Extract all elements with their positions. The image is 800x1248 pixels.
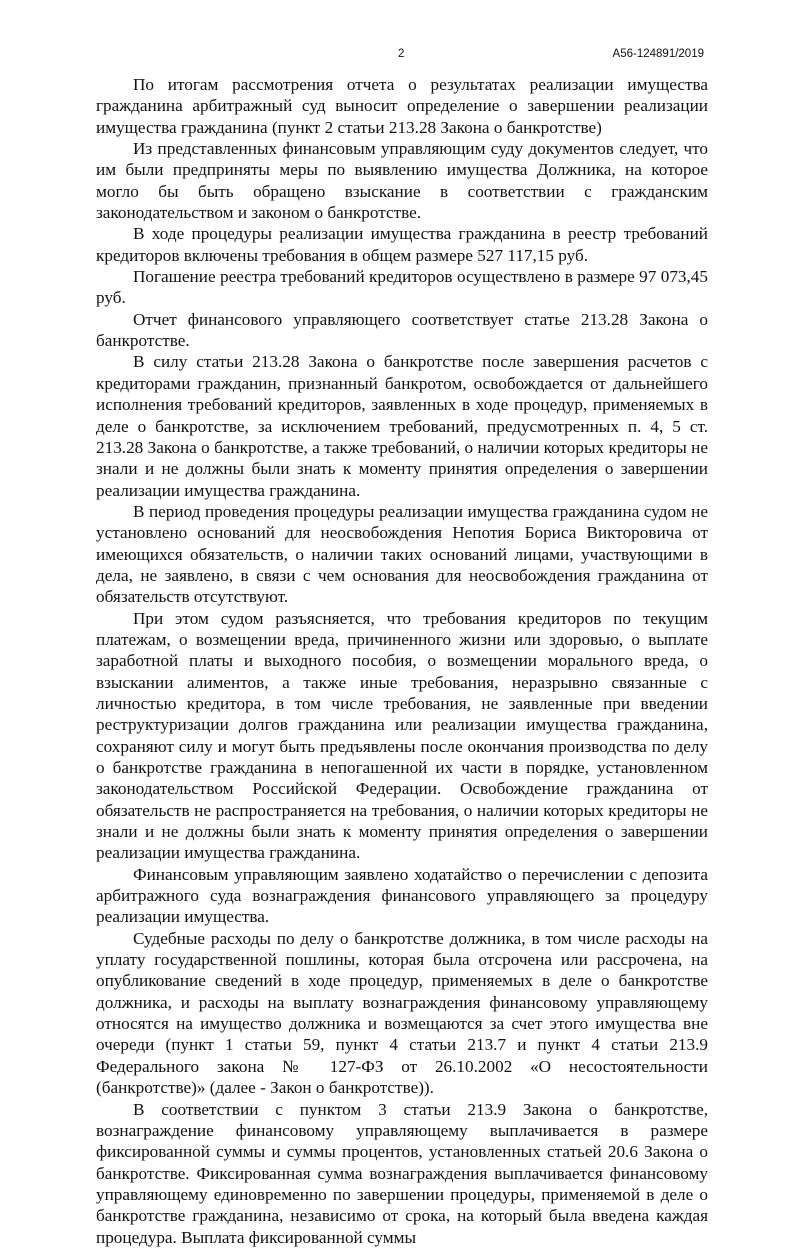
paragraph: При этом судом разъясняется, что требования кредиторов по текущим платежам, о возмещении вреда, причиненного жизни или здоровью, о выплате заработной платы и выходного пособия, о возмещении морального вреда, о взыскании алиментов, а также иные требования, неразрывно связанные с личностью кредитора, в том числе требования, не заявленные при введении реструктуризации долгов гражданина или реализации имущества гражданина, сохраняют силу и могут быть предъявлены после окончания производства по делу о банкротстве гражданина в непогашенной их части в порядке, установленном законодательством Российской Федерации. Освобождение гражданина от обязательств не распространяется на требования, о наличии которых кредиторы не знали и не должны были знать к моменту принятия определения о завершении реализации имущества гражданина. <box>96 608 708 863</box>
page-number: 2 <box>398 48 405 60</box>
paragraph: Погашение реестра требований кредиторов осуществлено в размере 97 073,45 руб. <box>96 267 708 308</box>
paragraph: Отчет финансового управляющего соответствует статье 213.28 Закона о банкротстве. <box>96 309 708 351</box>
paragraph: Из представленных финансовым управляющим суду документов следует, что им были предприняты меры по выявлению имущества Должника, на которое могло бы быть обращено взыскание в соответствии с гражданским законодательством и законом о банкротстве. <box>96 139 708 223</box>
paragraph: Судебные расходы по делу о банкротстве должника, в том числе расходы на уплату государственной пошлины, которая была отсрочена или рассрочена, на опубликование сведений в ходе процедур, применяемых в деле о банкротстве должника, и расходы на выплату вознаграждения финансовому управляющему относятся на имущество должника и возмещаются за счет этого имущества вне очереди (пункт 1 статьи 59, пункт 4 статьи 213.7 и пункт 4 статьи 213.9 Федерального закона № 127-ФЗ от 26.10.2002 «О несостоятельности (банкротстве)» (далее - Закон о банкротстве)). <box>96 928 708 1098</box>
document-body <box>96 74 708 1248</box>
page-header <box>96 48 708 64</box>
case-number: А56-124891/2019 <box>612 48 704 60</box>
paragraph: По итогам рассмотрения отчета о результатах реализации имущества гражданина арбитражный суд выносит определение о завершении реализации имущества гражданина (пункт 2 статьи 213.28 Закона о банкротстве) <box>96 75 708 137</box>
paragraph: Финансовым управляющим заявлено ходатайство о перечислении с депозита арбитражного суда вознаграждения финансового управляющего за процедуру реализации имущества. <box>96 864 708 927</box>
paragraph: В соответствии с пунктом 3 статьи 213.9 Закона о банкротстве, вознаграждение финансовому управляющему выплачивается в размере фиксированной суммы и суммы процентов, установленных статьей 20.6 Закона о банкротстве. Фиксированная сумма вознаграждения выплачивается финансовому управляющему единовременно по завершении процедуры, применяемой в деле о банкротстве гражданина, независимо от срока, на который была введена каждая процедура. Выплата фиксированной суммы <box>96 1099 708 1247</box>
paragraph: В период проведения процедуры реализации имущества гражданина судом не установлено оснований для неосвобождения Непотия Бориса Викторовича от имеющихся обязательств, о наличии таких оснований лицами, участвующими в дела, не заявлено, в связи с чем основания для неосвобождения гражданина от обязательств отсутствуют. <box>96 501 708 607</box>
paragraph: В ходе процедуры реализации имущества гражданина в реестр требований кредиторов включены требования в общем размере 527 117,15 руб. <box>96 224 708 265</box>
paragraph: В силу статьи 213.28 Закона о банкротстве после завершения расчетов с кредиторами гражданин, признанный банкротом, освобождается от дальнейшего исполнения требований кредиторов, заявленных в ходе процедур, применяемых в деле о банкротстве, за исключением требований, предусмотренных п. 4, 5 ст. 213.28 Закона о банкротстве, а также требований, о наличии которых кредиторы не знали и не должны были знать к моменту принятия определения о завершении реализации имущества гражданина. <box>96 352 708 500</box>
